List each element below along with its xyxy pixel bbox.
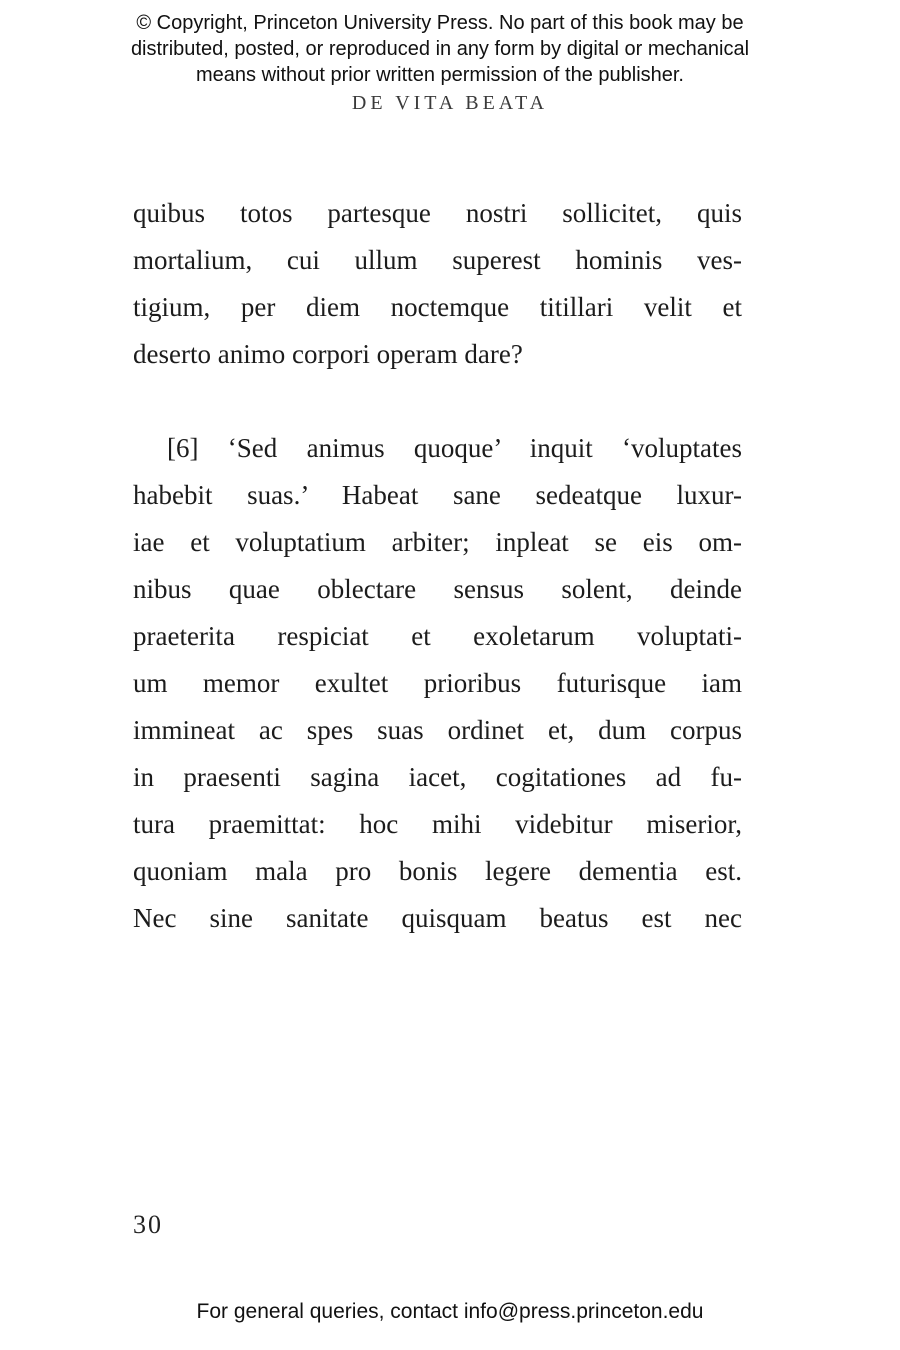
body-line: quoniam mala pro bonis legere dementia est.: [133, 856, 742, 886]
body-line: nibus quae oblectare sensus solent, deinde: [133, 574, 742, 604]
body-line: praeterita respiciat et exoletarum voluptati-: [133, 621, 742, 651]
page-number: 30: [133, 1210, 163, 1239]
body-line: um memor exultet prioribus futurisque iam: [133, 668, 742, 698]
body-line: Nec sine sanitate quisquam beatus est nec: [133, 903, 742, 933]
copyright-line: © Copyright, Princeton University Press. No part of this book may be: [136, 12, 744, 34]
footer-query-line: For general queries, contact info@press.princeton.edu: [196, 1300, 704, 1323]
body-text: [133, 190, 742, 942]
body-line: [6] ‘Sed animus quoque’ inquit ‘voluptates: [167, 433, 742, 463]
running-head: DE VITA BEATA: [351, 92, 549, 114]
body-line: tura praemittat: hoc mihi videbitur miserior,: [133, 809, 742, 839]
copyright-line: distributed, posted, or reproduced in any form by digital or mechanical: [130, 38, 750, 60]
paragraph-2: [133, 425, 742, 942]
copyright-line: means without prior written permission of the publisher.: [195, 64, 684, 86]
body-line: iae et voluptatium arbiter; inpleat se eis om-: [133, 527, 742, 557]
body-line: tigium, per diem noctemque titillari velit et: [133, 292, 742, 322]
copyright-notice: [0, 10, 880, 88]
body-line: habebit suas.’ Habeat sane sedeatque luxur-: [133, 480, 742, 510]
body-line: mortalium, cui ullum superest hominis ves-: [133, 245, 742, 275]
body-line: deserto animo corpori operam dare?: [133, 339, 523, 369]
body-line: in praesenti sagina iacet, cogitationes ad fu-: [133, 762, 742, 792]
body-line: quibus totos partesque nostri sollicitet, quis: [133, 198, 742, 228]
body-line: immineat ac spes suas ordinet et, dum corpus: [133, 715, 742, 745]
paragraph-1: [133, 190, 742, 378]
